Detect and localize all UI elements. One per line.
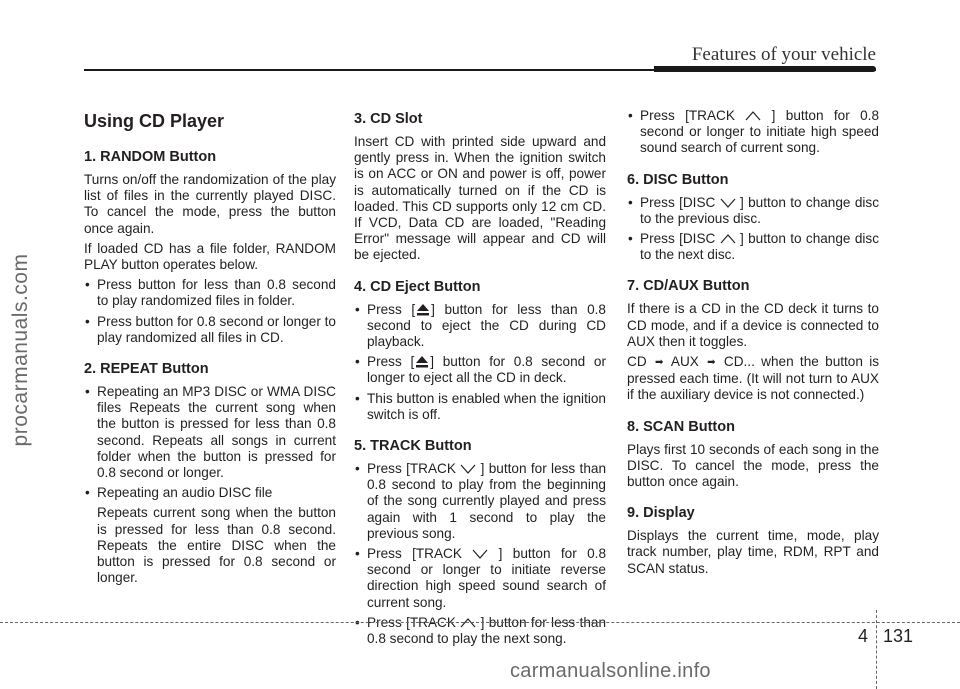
- repeat-audio-detail: Repeats current song when the button is pressed for less than 0.8 second. Repeats the entire DISC when the button is pressed for 0.8 second or longer.: [97, 505, 336, 586]
- text-fragment: ] button to change disc to the previous disc.: [640, 194, 879, 226]
- list-item: • Press button for less than 0.8 second to play randomized files in folder.: [84, 277, 336, 309]
- list-item: [354, 302, 606, 351]
- text-fragment: ] button to change disc to the next disc.: [640, 231, 879, 263]
- list-item: [627, 108, 879, 157]
- cd-slot-desc: Insert CD with printed side upward and gently press in. When the ignition switch is on ACC or ON and power is off, power is automatically turned on if the CD is loaded. This CD supports only 12 cm CD. If VCD, Data CD are loaded, "Reading Error" message will appear and CD will be ejected.: [354, 134, 606, 263]
- display-heading: 9. Display: [627, 505, 695, 522]
- footer-divider: [876, 610, 877, 689]
- list-item: [627, 195, 879, 227]
- list-item: [627, 231, 879, 263]
- text-fragment: Press [DISC: [640, 231, 716, 247]
- aux-cycle: [627, 354, 879, 404]
- repeat-list: [84, 384, 336, 501]
- column-1: [84, 108, 336, 590]
- section-title: Using CD Player: [84, 111, 225, 131]
- text-fragment: Press [TRACK: [640, 108, 735, 123]
- list-item: • Repeating an MP3 DISC or WMA DISC files Repeats the current song when the button is pressed for less than 0.8 second. Repeats all songs in current folder when the button is pressed for 0.8 second or longer.: [84, 384, 336, 481]
- repeat-heading: 2. REPEAT Button: [84, 361, 209, 378]
- text-fragment: Press [TRACK: [367, 614, 456, 630]
- display-desc: Displays the current time, mode, play track number, play time, RDM, RPT and SCAN status.: [627, 528, 879, 576]
- column-2: [354, 108, 606, 651]
- chevron-down-icon: [460, 462, 476, 476]
- text-fragment: Press [TRACK: [367, 546, 462, 562]
- disc-heading: 6. DISC Button: [627, 171, 729, 188]
- list-item: • Repeating an audio DISC file: [84, 485, 336, 501]
- text-fragment: ] button for 0.8 second or longer to initiate high speed sound search of current song.: [640, 108, 879, 156]
- chapter-number: 4: [858, 626, 869, 646]
- scan-heading: 8. SCAN Button: [627, 418, 735, 435]
- eject-list: [354, 302, 606, 423]
- cd-slot-heading: 3. CD Slot: [354, 111, 423, 127]
- text-fragment: CD: [627, 354, 647, 370]
- text-fragment: ] button for 0.8 second or longer to initiate reverse direction high speed sound search of current song.: [367, 546, 606, 610]
- random-heading: 1. RANDOM Button: [84, 149, 217, 165]
- eject-heading: 4. CD Eject Button: [354, 278, 481, 295]
- track-list: [354, 461, 606, 647]
- eject-icon: [415, 303, 431, 317]
- disc-list: [627, 195, 879, 264]
- side-watermark: [6, 150, 36, 550]
- list-item: • Press button for 0.8 second or longer to play randomized all files in CD.: [84, 314, 336, 346]
- text-fragment: Press [TRACK: [367, 461, 456, 477]
- track-heading: 5. TRACK Button: [354, 438, 472, 455]
- text-fragment: CD... when the button is pressed each time. (It will not turn to AUX if the auxiliary device is not connected.): [627, 354, 880, 403]
- chevron-up-icon: [745, 109, 761, 123]
- text-fragment: ] button for less than 0.8 second to play from the beginning of the song currently played and press again with 1 second to play the previous song.: [367, 461, 607, 541]
- chevron-up-icon: [720, 232, 736, 246]
- bottom-watermark: carmanualsonline.info: [510, 660, 711, 682]
- text-fragment: Press [: [367, 354, 415, 370]
- list-item: [354, 461, 606, 542]
- text-fragment: Press [: [367, 301, 416, 317]
- aux-desc: If there is a CD in the CD deck it turns to CD mode, and if a device is connected to AUX then it toggles.: [627, 301, 879, 349]
- header-tab: [654, 66, 876, 72]
- text-fragment: Press [DISC: [640, 194, 716, 210]
- text-fragment: AUX: [670, 354, 699, 370]
- text-fragment: ] button for less than 0.8 second to play the next song.: [367, 614, 607, 647]
- random-list: [84, 277, 336, 346]
- track-list-continued: [627, 108, 879, 157]
- text-fragment: ] button for less than 0.8 second to eject the CD during CD playback.: [367, 301, 606, 350]
- page-number: 131: [883, 626, 914, 646]
- aux-heading: 7. CD/AUX Button: [627, 278, 750, 295]
- header-title: Features of your vehicle: [691, 44, 876, 65]
- list-item: [354, 546, 606, 611]
- side-watermark-text: procarmanuals.com: [9, 253, 32, 447]
- right-arrow-icon: ➡: [707, 357, 716, 369]
- right-arrow-icon: ➡: [654, 357, 664, 369]
- chevron-down-icon: [720, 196, 736, 210]
- random-folder-note: If loaded CD has a file folder, RANDOM PLAY button operates below.: [84, 240, 336, 273]
- footer-rule: [0, 622, 960, 623]
- eject-icon: [414, 355, 430, 369]
- column-3: [627, 108, 879, 581]
- list-item: [354, 354, 606, 386]
- text-fragment: ] button for 0.8 second or longer to eject all the CD in deck.: [367, 354, 606, 386]
- list-item: [354, 615, 606, 647]
- chevron-down-icon: [472, 547, 488, 561]
- random-desc: Turns on/off the randomization of the play list of files in the currently played DISC. To cancel the mode, press the button once again.: [84, 172, 336, 236]
- list-item: • This button is enabled when the ignition switch is off.: [354, 391, 606, 423]
- scan-desc: Plays first 10 seconds of each song in the DISC. To cancel the mode, press the button once again.: [627, 441, 879, 490]
